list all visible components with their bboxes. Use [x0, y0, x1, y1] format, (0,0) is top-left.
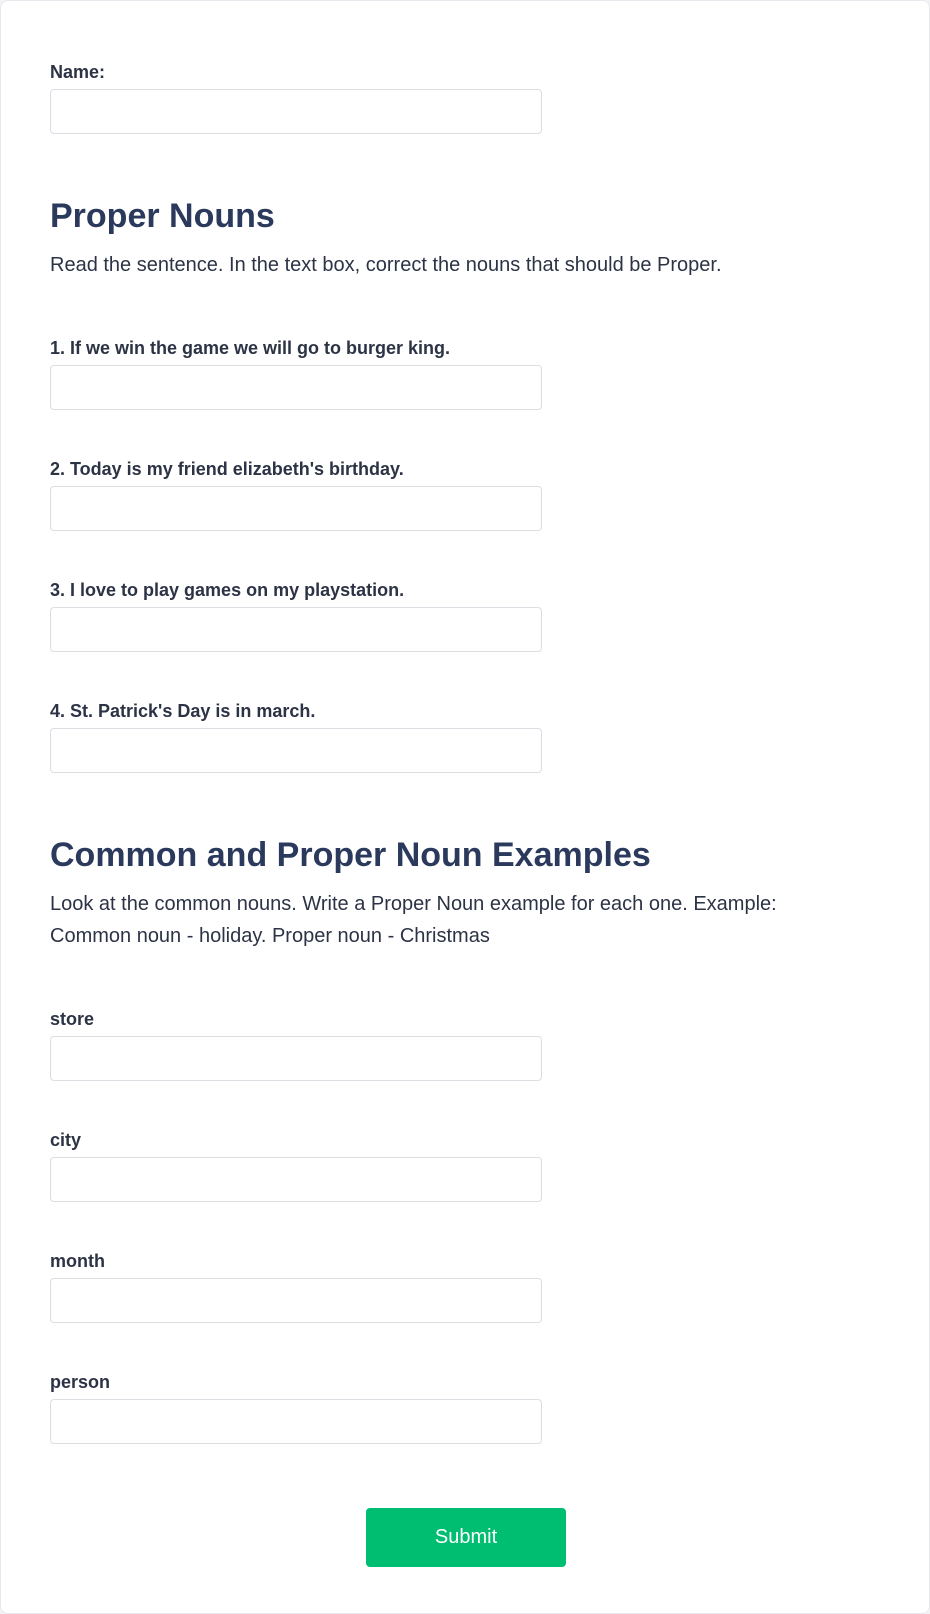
- month-label: month: [50, 1251, 105, 1271]
- name-input[interactable]: [50, 89, 542, 134]
- examples-description: Look at the common nouns. Write a Proper Noun example for each one. Example: Common noun - holiday. Proper noun - Christmas: [50, 893, 777, 947]
- city-label: city: [50, 1130, 82, 1150]
- question-1-input[interactable]: [50, 365, 542, 410]
- proper-nouns-description: Read the sentence. In the text box, correct the nouns that should be Proper.: [50, 254, 722, 276]
- proper-nouns-heading: Proper Nouns: [50, 197, 275, 235]
- examples-heading: Common and Proper Noun Examples: [50, 836, 651, 874]
- month-input[interactable]: [50, 1278, 542, 1323]
- question-2-input[interactable]: [50, 486, 542, 531]
- question-2-label: 2. Today is my friend elizabeth's birthday.: [50, 459, 404, 479]
- question-3-input[interactable]: [50, 607, 542, 652]
- name-label: Name:: [50, 62, 106, 82]
- question-4-label: 4. St. Patrick's Day is in march.: [50, 701, 316, 721]
- person-input[interactable]: [50, 1399, 542, 1444]
- submit-button[interactable]: Submit: [366, 1508, 566, 1567]
- store-label: store: [50, 1009, 95, 1029]
- city-input[interactable]: [50, 1157, 542, 1202]
- person-label: person: [50, 1372, 111, 1392]
- question-4-input[interactable]: [50, 728, 542, 773]
- store-input[interactable]: [50, 1036, 542, 1081]
- question-1-label: 1. If we win the game we will go to burger king.: [50, 338, 451, 358]
- question-3-label: 3. I love to play games on my playstation.: [50, 580, 405, 600]
